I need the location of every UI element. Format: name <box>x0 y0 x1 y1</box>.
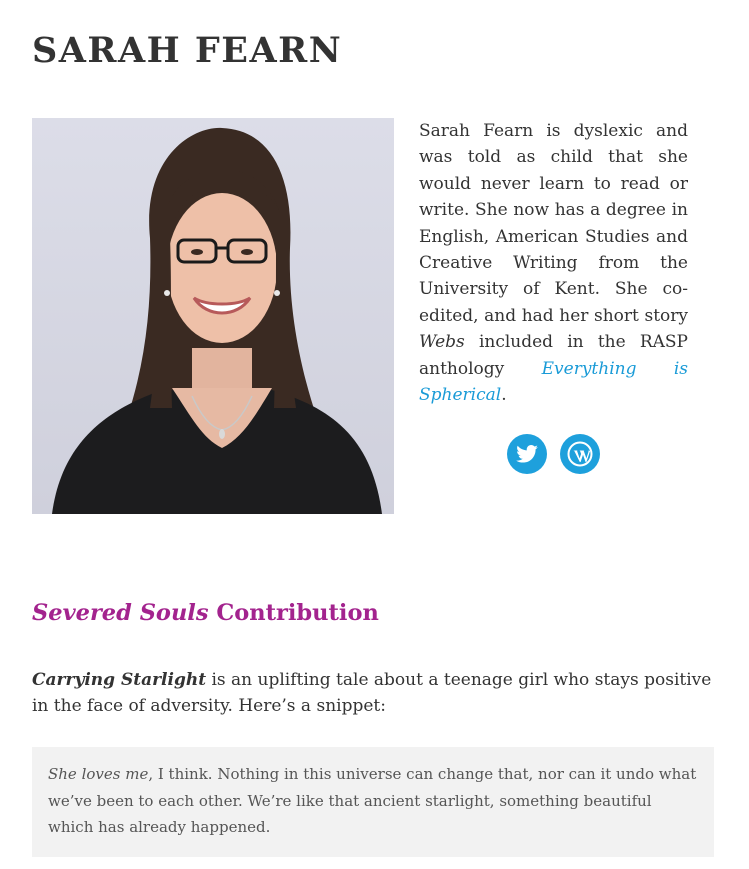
contribution-description <box>32 667 716 719</box>
snippet-text <box>48 761 700 841</box>
twitter-icon <box>516 445 538 463</box>
anthology-title: Severed Souls <box>32 600 209 626</box>
snippet-body: , I think. Nothing in this universe can change that, nor can it undo what we’ve been to each other. We’re like that ancient starlight, something beautiful which has already happened. <box>48 765 697 836</box>
wordpress-icon <box>567 441 593 467</box>
page-title: SARAH FEARN <box>32 30 343 71</box>
description-text: is an uplifting tale about a teenage girl who stays positive in the face of adversity. Here’s a snippet: <box>32 670 712 716</box>
author-photo <box>32 118 394 514</box>
social-links <box>507 434 600 474</box>
contribution-heading <box>32 600 379 626</box>
story-snippet <box>32 747 714 857</box>
anthology-link[interactable]: Everything is Spherical <box>419 358 688 406</box>
author-bio <box>419 118 688 408</box>
snippet-italic: She loves me <box>48 765 149 783</box>
story-title: Carrying Starlight <box>32 670 207 690</box>
twitter-link[interactable] <box>507 434 547 474</box>
wordpress-link[interactable] <box>560 434 600 474</box>
bio-text-end: . <box>501 385 507 406</box>
bio-text: Sarah Fearn is dyslexic and was told as child that she would never learn to read or write. She now has a degree in English, American Studies and Creative Writing from the University of Kent. She co-edited, and had her short story <box>419 121 688 326</box>
bio-text-mid: included in the RASP anthology <box>419 332 688 379</box>
bio-story-title: Webs <box>419 332 465 353</box>
heading-suffix: Contribution <box>208 600 379 626</box>
